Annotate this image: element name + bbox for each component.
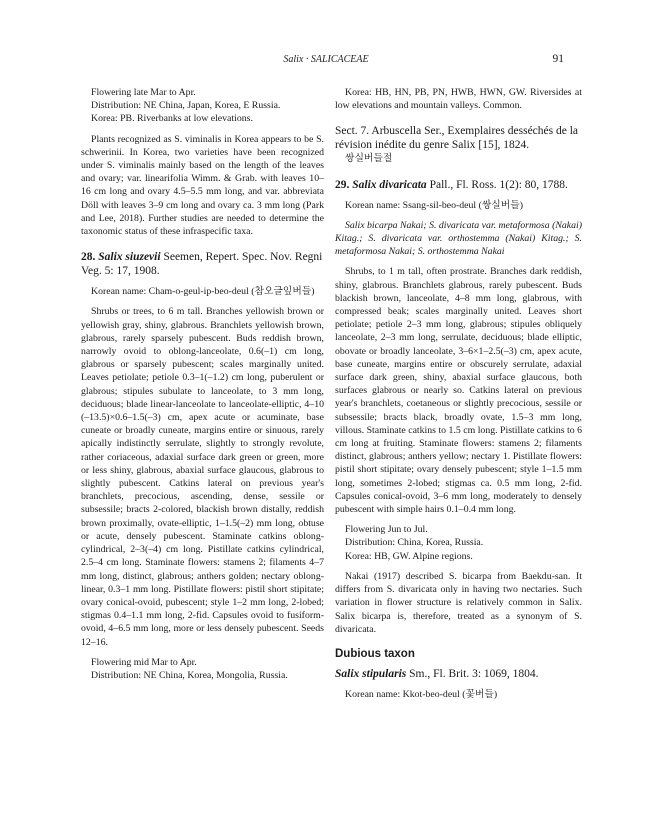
flowering-line: Flowering mid Mar to Apr. [91, 656, 197, 668]
distribution-line: Distribution: NE China, Korea, Mongolia, Russia. [91, 669, 288, 681]
species-name: Salix siuzevii [98, 251, 161, 264]
section-heading: Sect. 7. Arbuscella Ser., Exemplaires desséchés de la révision inédite du genre Salix [15], 1824. [335, 125, 579, 152]
korean-name-line: Korean name: Kkot-beo-deul (꽃버들) [345, 688, 498, 700]
species-description: Shrubs, to 1 m tall, often prostrate. Branches dark reddish, shiny, glabrous. Branchlets glabrous, rarely pubescent. Buds blackish brown, lanceolate, 4–8 mm long, glabrous, with compressed beak; scales marginally united. Leaves short petiolate; petiole 2–3 mm long, glabrous; stipules obliquely lanceolate, 2–3 mm long, serrulate, deciduous; blade elliptic, obovate or broadly lanceolate, 3–6×1–2.5(–3) cm, apex acute, base cuneate, margins entire or obscurely serrulate, adaxial surface dark green, shiny, abaxial surface glaucous, both surfaces glabrous or nearly so. Catkins lateral on previous year's branchlets, coetaneous or slightly precocious, sessile or subsessile; bracts black, broadly ovate, 1.5–3 mm long, villous. Staminate catkins to 1.5 cm long. Pistillate catkins to 6 cm long at fruiting. Staminate flowers: stamens 2; filaments distinct, glabrous; anthers yellow; nectary 1. Pistillate flowers: pistil short stipitate; ovary densely pubescent; style 1–1.5 mm long, sometimes 2-lobed; stigmas ca. 0.5 mm long, 2-fid. Capsules conical-ovoid, 3–6 mm long, moderately to densely pubescent with simple hairs 0.1–0.4 mm long. [335, 266, 582, 516]
species-authority: Seemen, Repert. Spec. Nov. Regni Veg. 5: 17, 1908. [81, 251, 323, 278]
right-column [335, 86, 582, 701]
species-number: 29. [335, 178, 350, 191]
dubious-taxon-heading: Dubious taxon [335, 647, 415, 660]
page-header [0, 54, 652, 70]
korean-name-line: Korean name: Cham-o-geul-ip-beo-deul (참오글잎버들) [91, 286, 315, 298]
species-heading-29 [335, 178, 582, 192]
section-korean-name: 쌍실버들절 [345, 153, 393, 165]
korean-name-line: Korean name: Ssang-sil-beo-deul (쌍실버들) [345, 199, 523, 211]
species-heading-28 [81, 250, 324, 278]
species-name: Salix divaricata [352, 178, 427, 191]
korea-line: Korea: PB. Riverbanks at low elevations. [91, 113, 253, 125]
species-authority: Pall., Fl. Ross. 1(2): 80, 1788. [429, 178, 568, 191]
flowering-line: Flowering Jun to Jul. [345, 524, 428, 536]
korea-line: Korea: HB, GW. Alpine regions. [345, 550, 473, 562]
species-name: Salix stipularis [335, 667, 407, 680]
distribution-line: Distribution: NE China, Japan, Korea, E Russia. [91, 100, 281, 112]
synonym-list: Salix bicarpa Nakai; S. divaricata var. metaformosa (Nakai) Kitag.; S. divaricata var. orthostemma (Nakai) Kitag.; S. metaformosa Nakai; S. orthostemma Nakai [335, 219, 583, 258]
running-head: Salix · SALICACEAE [283, 54, 369, 65]
species-description: Shrubs or trees, to 6 m tall. Branches yellowish brown or yellowish gray, shiny, glabrous. Branchlets yellowish brown, glabrous, rarely sparsely pubescent. Buds reddish brown, narrowly ovoid to oblong-lanceolate, 0.6(–1) cm long, glabrous or sparsely pubescent; scales marginally united. Leaves petiolate; petiole 0.3–1(–1.2) cm long, puberulent or glabrous; stipules subulate to lanceolate, to 3 mm long, deciduous; blade linear-lanceolate to lanceolate-elliptic, 4–10 (–13.5)×0.6–1.5(–3) cm, apex acute or acuminate, base cuneate or broadly cuneate, margins entire or sinuous, rarely apically indistinctly serrulate, slightly to strongly revolute, rather coriaceous, adaxial surface dark green or green, more or less shiny, glabrous, abaxial surface glaucous, glabrous to slightly pubescent. Catkins lateral on previous year's branchlets, precocious, ascending, dense, sessile or subsessile; bracts 2-colored, blackish brown distally, reddish brown proximally, ovate-elliptic, 1–1.5(–2) mm long, obtuse or acute, densely pubescent. Staminate catkins oblong-cylindrical, 2–3(–4) cm long. Pistillate catkins cylindrical, 2.5–4 cm long. Staminate flowers: stamens 2; filaments 4–7 mm long, distinct, glabrous; anthers golden; nectary oblong-linear, 0.3–1 mm long. Pistillate flowers: pistil short stipitate; ovary conical-ovoid, pubescent; style 1–2 mm long, 2-lobed; stigmas 0.4–1.1 mm long, 2-fid. Capsules ovoid to fusiform-ovoid, 4–6.5 mm long, more or less densely pubescent. Seeds 12–16. [81, 306, 324, 648]
korea-line: Korea: HB, HN, PB, PN, HWB, HWN, GW. Riversides at low elevations and mountain valleys. Common. [335, 87, 582, 112]
distribution-line: Distribution: China, Korea, Russia. [345, 537, 484, 549]
left-column [81, 86, 324, 682]
note-paragraph: Plants recognized as S. viminalis in Korea appears to be S. schwerinii. In Korea, two varieties have been recognized under S. viminalis mainly based on the length of the leaves and ovary; var. linearifolia Wimm. & Grab. with leaves 10–16 cm long and ovary 4.5–5.5 mm long, and var. abbreviata Döll with leaves 3–9 cm long and ovary ca. 3 mm long (Park and Lee, 2018). Further studies are needed to determine the taxonomic status of these infraspecific taxa. [81, 133, 324, 238]
flowering-line: Flowering late Mar to Apr. [91, 87, 196, 98]
species-heading-stipularis [335, 667, 582, 681]
note-paragraph: Nakai (1917) described S. bicarpa from Baekdu-san. It differs from S. divaricata only in having two nectaries. Such variation in flower structure is relatively common in Salix. Salix bicarpa is, therefore, treated as a synonym of S. divaricata. [335, 570, 582, 635]
species-authority: Sm., Fl. Brit. 3: 1069, 1804. [409, 667, 539, 680]
page-number: 91 [552, 53, 564, 65]
species-number: 28. [81, 251, 96, 264]
